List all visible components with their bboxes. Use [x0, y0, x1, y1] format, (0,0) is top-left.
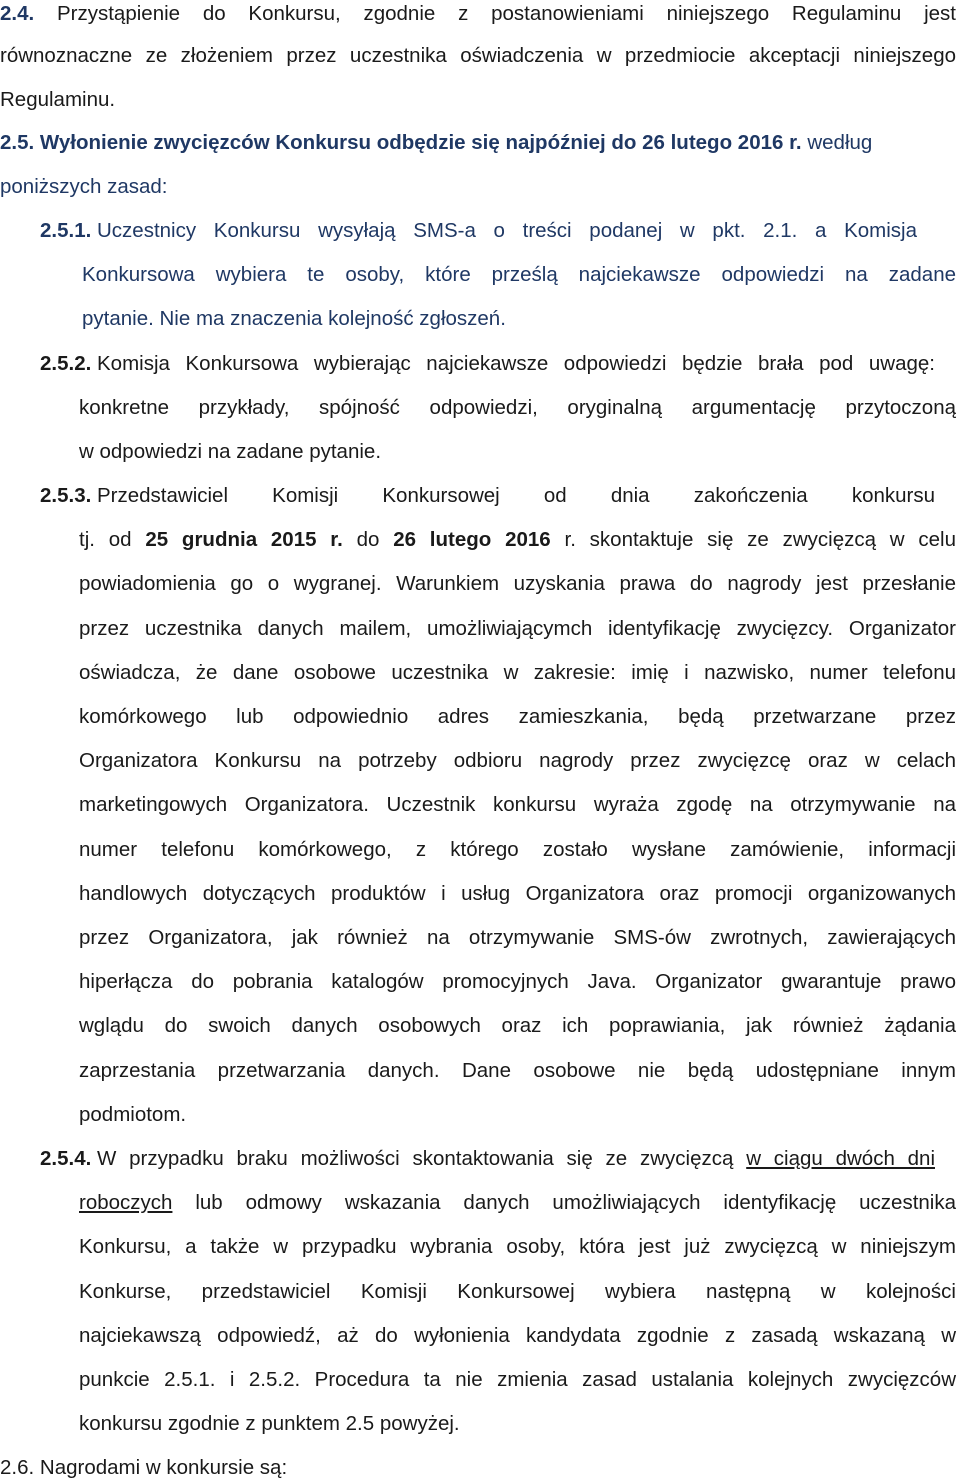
- paragraph-2-5-3-line-6: komórkowego lub odpowiednio adres zamieszkania, będą przetwarzane przez: [79, 705, 956, 728]
- section-number: 2.5.2.: [40, 352, 92, 375]
- paragraph-2-5-3-line-5: oświadcza, że dane osobowe uczestnika w zakresie: imię i nazwisko, numer telefonu: [79, 661, 956, 684]
- text: Przystąpienie do Konkursu, zgodnie z postanowieniami niniejszego Regulaminu jest: [56, 2, 956, 25]
- section-number: 2.5.: [0, 131, 35, 154]
- paragraph-2-5-line-2: poniższych zasad:: [0, 175, 168, 198]
- underlined-text: w ciągu dwóch dni: [746, 1147, 935, 1170]
- paragraph-2-5-3-line-4: przez uczestnika danych mailem, umożliwiającymch identyfikację zwycięzcy. Organizator: [79, 617, 956, 640]
- paragraph-2-5-3-line-11: przez Organizatora, jak również na otrzymywanie SMS-ów zwrotnych, zawierających: [79, 926, 956, 949]
- section-number: 2.4.: [0, 2, 35, 25]
- paragraph-2-5-3-line-15: podmiotom.: [79, 1103, 187, 1126]
- text: tj. od: [79, 528, 146, 551]
- paragraph-2-5-3-line-7: Organizatora Konkursu na potrzeby odbioru nagrody przez zwycięzcę oraz w celach: [79, 749, 956, 772]
- paragraph-2-5-2-line-3: w odpowiedzi na zadane pytanie.: [79, 440, 382, 463]
- text: r. skontaktuje się ze zwycięzcą w celu: [550, 528, 957, 551]
- text: lub odmowy wskazania danych umożliwiających identyfikację uczestnika: [172, 1191, 956, 1214]
- underlined-text: roboczych: [79, 1191, 173, 1214]
- paragraph-2-5-3-line-14: zaprzestania przetwarzania danych. Dane osobowe nie będą udostępniane innym: [79, 1059, 956, 1082]
- paragraph-2-5-4-line-4: Konkurse, przedstawiciel Komisji Konkursowej wybiera następną w kolejności: [79, 1280, 956, 1303]
- bold-date: 26 lutego 2016: [393, 528, 551, 551]
- paragraph-2-5-line-1: [0, 129, 872, 157]
- paragraph-2-5-2-line-1: [40, 350, 956, 378]
- paragraph-2-4-line-3: Regulaminu.: [0, 88, 116, 111]
- paragraph-2-5-4-line-7: konkursu zgodnie z punktem 2.5 powyżej.: [79, 1412, 460, 1435]
- paragraph-2-5-4-line-6: punkcie 2.5.1. i 2.5.2. Procedura ta nie zmienia zasad ustalania kolejnych zwycięzców: [79, 1368, 956, 1391]
- section-number: 2.5.3.: [40, 484, 92, 507]
- paragraph-2-5-3-line-3: powiadomienia go o wygranej. Warunkiem uzyskania prawa do nagrody jest przesłanie: [79, 572, 956, 595]
- bold-date: 25 grudnia 2015 r.: [145, 528, 343, 551]
- section-number: 2.5.4.: [40, 1147, 92, 1170]
- text: W przypadku braku możliwości skontaktowania się ze zwycięzcą: [97, 1147, 747, 1170]
- paragraph-2-5-3-line-1: [40, 482, 956, 510]
- text-wrap: [97, 1145, 935, 1173]
- paragraph-2-4-line-2: równoznaczne ze złożeniem przez uczestnika oświadczenia w przedmiocie akceptacji niniejszego: [0, 44, 956, 67]
- paragraph-2-5-1-line-1: [40, 217, 956, 245]
- paragraph-2-5-4-line-5: najciekawszą odpowiedź, aż do wyłonienia kandydata zgodnie z zasadą wskazaną w: [79, 1324, 956, 1347]
- paragraph-2-5-3-line-12: hiperłącza do pobrania katalogów promocyjnych Java. Organizator gwarantuje prawo: [79, 970, 956, 993]
- paragraph-2-5-1-line-2: Konkursowa wybiera te osoby, które prześlą najciekawsze odpowiedzi na zadane: [82, 263, 956, 286]
- section-number: 2.6.: [0, 1456, 35, 1479]
- text: do: [342, 528, 394, 551]
- paragraph-2-5-3-line-8: marketingowych Organizatora. Uczestnik konkursu wyraża zgodę na otrzymywanie na: [79, 793, 956, 816]
- paragraph-2-5-3-line-9: numer telefonu komórkowego, z którego zostało wysłane zamówienie, informacji: [79, 838, 956, 861]
- paragraph-2-5-4-line-3: Konkursu, a także w przypadku wybrania osoby, która jest już zwycięzcą w niniejszym: [79, 1235, 956, 1258]
- paragraph-2-5-1-line-3: pytanie. Nie ma znaczenia kolejność zgłoszeń.: [82, 307, 506, 330]
- paragraph-2-5-3-line-13: wglądu do swoich danych osobowych oraz ich poprawiania, jak również żądania: [79, 1014, 956, 1037]
- text: Uczestnicy Konkursu wysyłają SMS-a o treści podanej w pkt. 2.1. a Komisja: [97, 219, 917, 242]
- text: Przedstawiciel Komisji Konkursowej od dnia zakończenia konkursu: [97, 484, 935, 507]
- paragraph-2-5-4-line-2: [79, 1189, 956, 1217]
- paragraph-2-5-3-line-10: handlowych dotyczących produktów i usług Organizatora oraz promocji organizowanych: [79, 882, 956, 905]
- paragraph-2-5-2-line-2: konkretne przykłady, spójność odpowiedzi, oryginalną argumentację przytoczoną: [79, 396, 956, 419]
- paragraph-2-5-3-line-2: [79, 526, 956, 554]
- text: Nagrodami w konkursie są:: [39, 1456, 288, 1479]
- paragraph-2-4-line-1: [0, 0, 956, 28]
- text: według: [801, 131, 873, 154]
- paragraph-2-6: [0, 1454, 287, 1482]
- text: Komisja Konkursowa wybierając najciekawsze odpowiedzi będzie brała pod uwagę:: [97, 352, 935, 375]
- paragraph-2-5-4-line-1: [40, 1145, 956, 1173]
- bold-text: Wyłonienie zwycięzców Konkursu odbędzie się najpóźniej do 26 lutego 2016 r.: [39, 131, 802, 154]
- section-number: 2.5.1.: [40, 219, 92, 242]
